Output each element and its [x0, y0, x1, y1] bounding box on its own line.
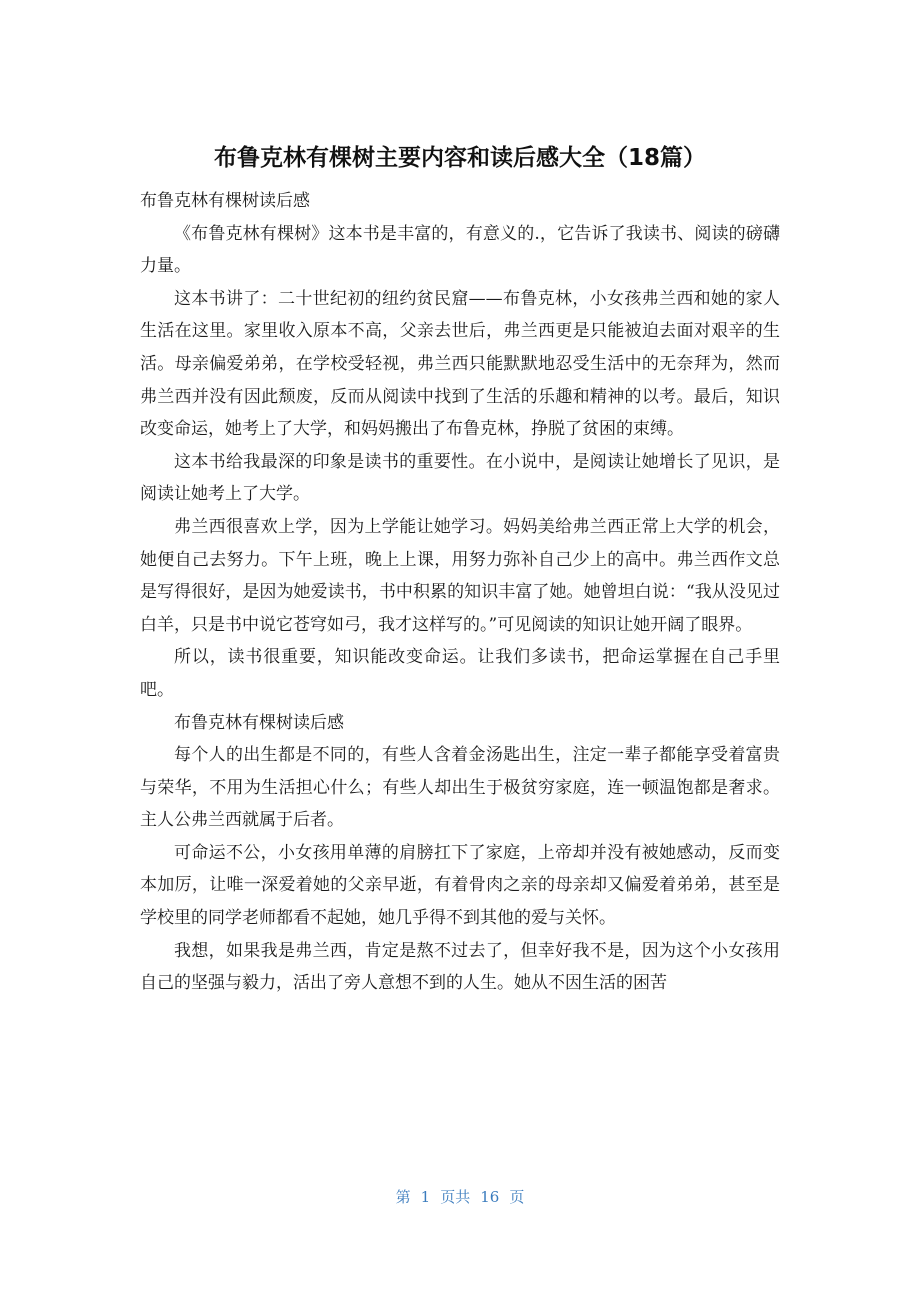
paragraph: 我想，如果我是弗兰西，肯定是熬不过去了，但幸好我不是，因为这个小女孩用自己的坚强与毅力，活出了旁人意想不到的人生。她从不因生活的困苦	[140, 940, 780, 994]
paragraph: 这本书给我最深的印象是读书的重要性。在小说中，是阅读让她增长了见识，是阅读让她考上了大学。	[140, 451, 780, 505]
page-footer	[0, 1185, 920, 1209]
current-page-number: 1	[420, 1188, 431, 1206]
paragraph: 每个人的出生都是不同的，有些人含着金汤匙出生，注定一辈子都能享受着富贵与荣华，不用为生活担心什么；有些人却出生于极贫穷家庭，连一顿温饱都是奢求。主人公弗兰西就属于后者。	[140, 745, 780, 831]
paragraph: 这本书讲了：二十世纪初的纽约贫民窟——布鲁克林，小女孩弗兰西和她的家人生活在这里。家里收入原本不高，父亲去世后，弗兰西更是只能被迫去面对艰辛的生活。母亲偏爱弟弟，在学校受轻视，弗兰西只能默默地忍受生活中的无奈拜为，然而弗兰西并没有因此颓废，反而从阅读中找到了生活的乐趣和精神的以考。最后，知识改变命运，她考上了大学，和妈妈搬出了布鲁克林，挣脱了贫困的束缚。	[140, 288, 780, 440]
page-label-prefix: 第	[395, 1188, 411, 1206]
page-label-mid: 页共	[440, 1188, 471, 1206]
section-heading: 布鲁克林有棵树读后感	[140, 191, 310, 211]
document-title: 布鲁克林有棵树主要内容和读后感大全（18篇）	[213, 145, 706, 171]
paragraph: 弗兰西很喜欢上学，因为上学能让她学习。妈妈美给弗兰西正常上大学的机会，她便自己去努力。下午上班，晚上上课，用努力弥补自己少上的高中。弗兰西作文总是写得很好，是因为她爱读书，书中积累的知识丰富了她。她曾坦白说：“我从没见过白羊，只是书中说它苍穹如弓，我才这样写的。”可见阅读的知识让她开阔了眼界。	[140, 516, 780, 635]
page-label-suffix: 页	[509, 1188, 525, 1206]
paragraph: 可命运不公，小女孩用单薄的肩膀扛下了家庭，上帝却并没有被她感动，反而变本加厉，让唯一深爱着她的父亲早逝，有着骨肉之亲的母亲却又偏爱着弟弟，甚至是学校里的同学老师都看不起她，她几乎得不到其他的爱与关怀。	[140, 842, 780, 929]
document-body	[140, 185, 780, 1000]
paragraph: 所以，读书很重要，知识能改变命运。让我们多读书，把命运掌握在自己手里吧。	[140, 647, 780, 700]
paragraph: 《布鲁克林有棵树》这本书是丰富的，有意义的.，它告诉了我读书、阅读的磅礴力量。	[140, 223, 780, 277]
total-pages-number: 16	[480, 1188, 500, 1206]
section-heading: 布鲁克林有棵树读后感	[174, 712, 344, 733]
